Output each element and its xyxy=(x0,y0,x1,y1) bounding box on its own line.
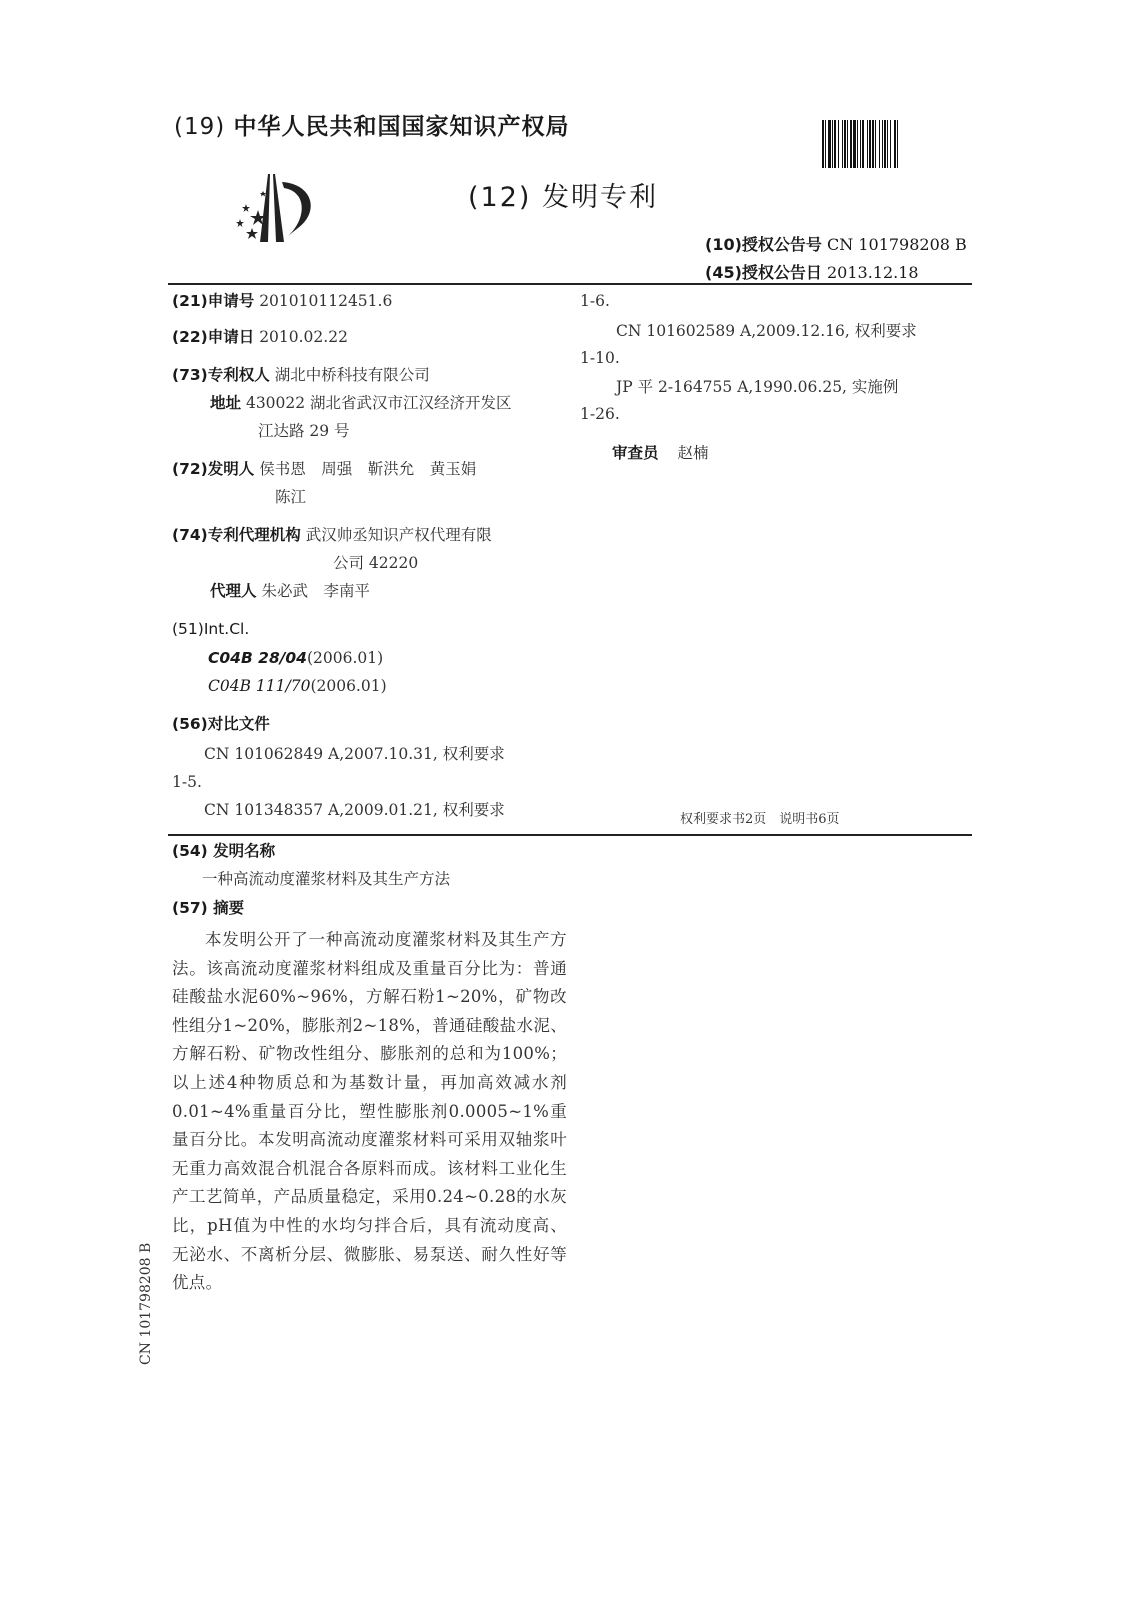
agency xyxy=(172,524,492,546)
title-label: (54) 发明名称 xyxy=(172,842,276,860)
abstract-label: (57) 摘要 xyxy=(172,899,245,917)
header-divider xyxy=(168,283,972,285)
label: (73)专利权人 xyxy=(172,366,270,384)
publication-date xyxy=(705,260,919,283)
version: (2006.01) xyxy=(310,677,387,695)
value: 武汉帅丞知识产权代理有限 xyxy=(305,526,492,544)
margin-publication-number: CN 101798208 B xyxy=(138,1242,154,1365)
abstract-text: 本发明公开了一种高流动度灌浆材料及其生产方法。该高流动度灌浆材料组成及重量百分比为：普通硅酸盐水泥60%~96%，方解石粉1~20%，矿物改性组分1~20%，膨胀剂2~18%，普通硅酸盐水泥、方解石粉、矿物改性组分、膨胀剂的总和为100%；以上述4种物质总和为基数计量，再加高效减水剂0.01~4%重量百分比，塑性膨胀剂0.0005~1%重量百分比。本发明高流动度灌浆材料可采用双轴浆叶无重力高效混合机混合各原料而成。该材料工业化生产工艺简单，产品质量稳定，采用0.24~0.28的水灰比，pH值为中性的水均匀拌合后，具有流动度高、无泌水、不离析分层、微膨胀、易泵送、耐久性好等优点。 xyxy=(172,930,567,1293)
doc-type-code: (12) xyxy=(468,182,532,213)
doc-type: 发明专利 xyxy=(542,182,659,213)
office-name: 中华人民共和国国家知识产权局 xyxy=(233,114,570,140)
value: 湖北中桥科技有限公司 xyxy=(274,366,430,384)
value: 430022 湖北省武汉市江汉经济开发区 xyxy=(245,394,512,412)
value: 2010.02.22 xyxy=(259,328,348,346)
agent xyxy=(210,580,370,602)
reference-line: 1-6. xyxy=(580,292,610,310)
barcode-icon xyxy=(822,120,972,168)
agency-line2: 公司 42220 xyxy=(333,554,419,572)
document-type xyxy=(468,175,658,214)
office-code: (19) xyxy=(174,114,226,140)
publication-date-value: 2013.12.18 xyxy=(827,263,919,282)
address-line2: 江达路 29 号 xyxy=(258,422,350,440)
patentee xyxy=(172,364,430,386)
version: (2006.01) xyxy=(306,649,384,667)
reference-line: 1-26. xyxy=(580,405,620,423)
code: C04B 28/04 xyxy=(208,649,307,667)
int-cl-item xyxy=(208,675,387,697)
inventors xyxy=(172,458,476,480)
reference-line: 1-10. xyxy=(580,349,620,367)
publication-number-label: (10)授权公告号 xyxy=(705,235,822,254)
int-cl-label: (51)Int.Cl. xyxy=(172,620,250,638)
pages-info: 权利要求书2页 说明书6页 xyxy=(680,812,840,827)
value: 朱必武 李南平 xyxy=(261,582,370,600)
section-divider xyxy=(168,834,972,836)
value: 赵楠 xyxy=(677,444,709,462)
value: 201010112451.6 xyxy=(259,292,393,310)
label: (21)申请号 xyxy=(172,292,255,310)
label: 地址 xyxy=(210,394,242,412)
int-cl-item xyxy=(208,647,383,669)
invention-title: 一种高流动度灌浆材料及其生产方法 xyxy=(202,870,451,888)
reference-line: 1-5. xyxy=(172,773,202,791)
office-header xyxy=(174,108,570,141)
application-number xyxy=(172,290,392,312)
publication-number-value: CN 101798208 B xyxy=(827,235,967,254)
label: 审查员 xyxy=(612,444,659,462)
label: (22)申请日 xyxy=(172,328,255,346)
references-label: (56)对比文件 xyxy=(172,715,270,733)
reference-line: CN 101062849 A,2007.10.31, 权利要求 xyxy=(204,745,505,763)
publication-number xyxy=(705,232,967,255)
reference-line: CN 101348357 A,2009.01.21, 权利要求 xyxy=(204,801,505,819)
reference-line: CN 101602589 A,2009.12.16, 权利要求 xyxy=(616,322,917,340)
examiner xyxy=(612,442,708,464)
cnipa-logo-icon xyxy=(218,162,328,252)
label: 代理人 xyxy=(210,582,257,600)
reference-line: JP 平 2-164755 A,1990.06.25, 实施例 xyxy=(616,378,899,396)
label: (72)发明人 xyxy=(172,460,255,478)
filing-date xyxy=(172,326,348,348)
address xyxy=(210,392,512,414)
label: (74)专利代理机构 xyxy=(172,526,301,544)
publication-date-label: (45)授权公告日 xyxy=(705,263,822,282)
value: 侯书恩 周强 靳洪允 黄玉娟 xyxy=(259,460,477,478)
code: C04B 111/70 xyxy=(208,677,311,695)
inventors-line2: 陈江 xyxy=(275,488,307,506)
